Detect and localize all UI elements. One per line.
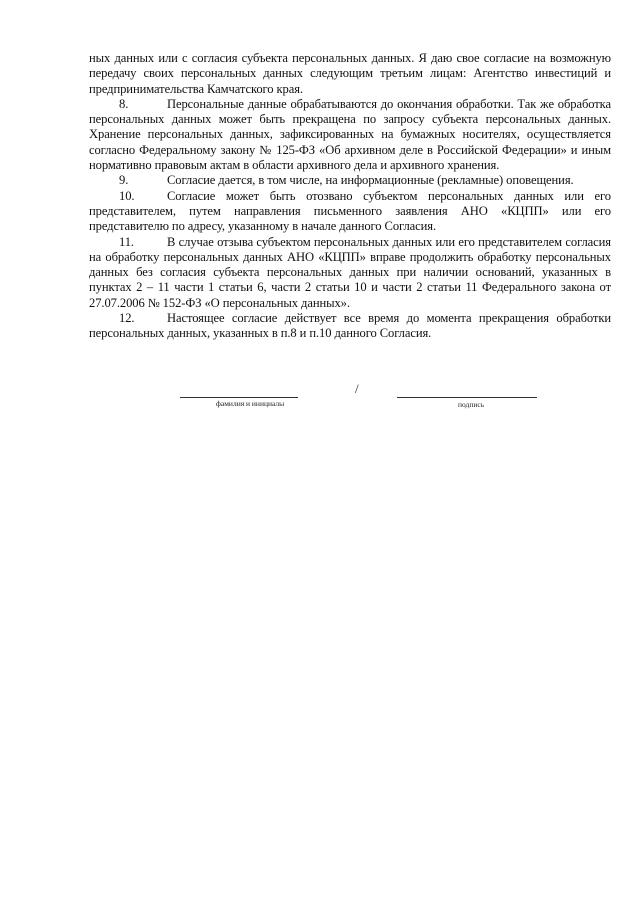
paragraph-number: 9. (119, 173, 129, 188)
paragraph-continuation (89, 51, 611, 97)
paragraph-9 (89, 173, 611, 188)
paragraph-11 (89, 235, 611, 311)
paragraph-text: Настоящее согласие действует все время до момента прекращения обработки персональных данных, указанных в п.8 и п.10 данного Согласия. (89, 311, 611, 341)
name-caption: фамилия и инициалы (216, 399, 285, 408)
signature-separator: / (355, 381, 359, 396)
sign-signature-line (397, 397, 537, 398)
document-body (89, 51, 611, 342)
paragraph-text: Согласие может быть отозвано субъектом персональных данных или его представителем, путем направления письменного заявления АНО «КЦПП» или его представителю по адресу, указанному в начале данного Согласия. (89, 188, 611, 234)
name-signature-line (180, 397, 298, 398)
signature-block (0, 381, 640, 411)
paragraph-text: В случае отзыва субъектом персональных данных или его представителем согласия на обработку персональных данных АНО «КЦПП» вправе продолжить обработку персональных данных без согласия субъекта персональных данных при наличии оснований, указанных в пунктах 2 – 11 части 1 статьи 6, части 2 статьи 10 и части 2 статьи 11 Федерального закона от 27.07.2006 № 152-ФЗ «О персональных данных». (89, 234, 611, 310)
paragraph-text: Персональные данные обрабатываются до окончания обработки. Так же обработка персональных данных может быть прекращена по запросу субъекта персональных данных. Хранение персональных данных, зафиксированных на бумажных носителях, осуществляется согласно Федеральному закону № 125-ФЗ «Об архивном деле в Российской Федерации» и иным нормативно правовым актам в области архивного дела и архивного хранения. (89, 96, 611, 173)
paragraph-text: Согласие дается, в том числе, на информационные (рекламные) оповещения. (167, 173, 574, 188)
paragraph-text: ных данных или с согласия субъекта персональных данных. Я даю свое согласие на возможную передачу своих персональных данных следующим третьим лицам: Агентство инвестиций и предпринимательства Камчатского края. (89, 51, 611, 96)
paragraph-10 (89, 189, 611, 235)
paragraph-number: 8. (119, 96, 129, 111)
paragraph-number: 11. (119, 234, 134, 249)
paragraph-number: 12. (119, 311, 135, 326)
sign-caption: подпись (458, 400, 485, 409)
paragraph-number: 10. (119, 188, 135, 203)
paragraph-8 (89, 97, 611, 173)
paragraph-12 (89, 311, 611, 342)
